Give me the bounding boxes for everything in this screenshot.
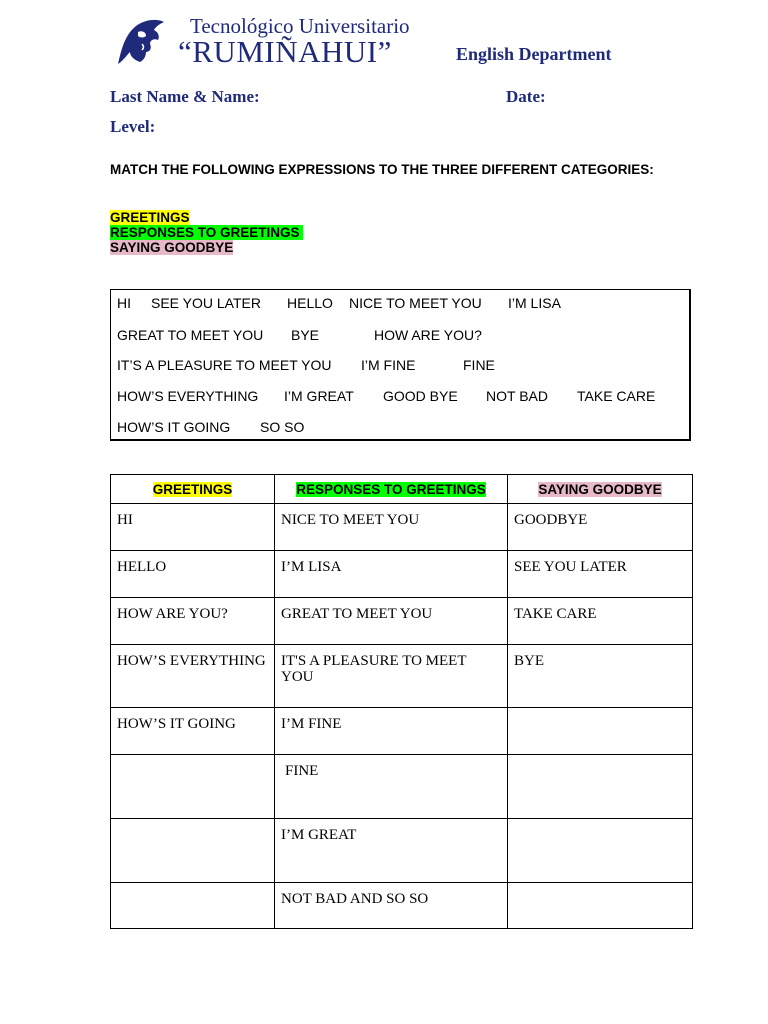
table-cell	[508, 755, 693, 819]
table-cell: IT'S A PLEASURE TO MEET YOU	[275, 645, 508, 708]
word-bank-item: I’M GREAT	[284, 388, 354, 404]
date-label: Date:	[506, 87, 546, 106]
word-bank-item: HOW ARE YOU?	[374, 327, 482, 343]
table-cell: HI	[111, 504, 275, 551]
table-cell: NOT BAD AND SO SO	[275, 883, 508, 929]
table-cell: SEE YOU LATER	[508, 551, 693, 598]
table-cell: GOODBYE	[508, 504, 693, 551]
word-bank-item: GREAT TO MEET YOU	[117, 327, 264, 343]
table-row	[111, 755, 693, 819]
table-cell: HOW’S EVERYTHING	[111, 645, 275, 708]
word-bank-item: GOOD BYE	[383, 388, 458, 404]
header-goodbye	[508, 475, 693, 504]
name-label: Last Name & Name:	[110, 87, 260, 106]
table-cell	[111, 883, 275, 929]
table-header-row	[111, 475, 693, 504]
category-responses-label: RESPONSES TO GREETINGS	[110, 225, 300, 240]
header-responses-label: RESPONSES TO GREETINGS	[296, 481, 486, 497]
table-cell: NICE TO MEET YOU	[275, 504, 508, 551]
table-cell	[508, 708, 693, 755]
header-responses	[275, 475, 508, 504]
word-bank-item: HI	[117, 295, 131, 311]
word-bank-item: HOW’S EVERYTHING	[117, 388, 259, 404]
word-bank-item: NOT BAD	[486, 388, 548, 404]
category-greetings	[110, 210, 190, 225]
word-bank-item: FINE	[463, 357, 495, 373]
table-row	[111, 504, 693, 551]
word-bank-item: I’M LISA	[508, 295, 561, 311]
word-bank-item: I’M FINE	[361, 357, 416, 373]
level-label: Level:	[110, 117, 156, 136]
table-row	[111, 883, 693, 929]
word-bank-item: HELLO	[287, 295, 333, 311]
header-greetings-label: GREETINGS	[152, 481, 233, 497]
table-cell: I’M GREAT	[275, 819, 508, 883]
table-row	[111, 819, 693, 883]
instructions: MATCH THE FOLLOWING EXPRESSIONS TO THE THREE DIFFERENT CATEGORIES:	[110, 162, 654, 177]
table-cell: I’M FINE	[275, 708, 508, 755]
table-row	[111, 598, 693, 645]
word-bank-item: TAKE CARE	[577, 388, 656, 404]
table-row	[111, 551, 693, 598]
word-bank-item: HOW’S IT GOING	[117, 419, 231, 435]
categories-table	[110, 474, 693, 929]
category-goodbye-label: SAYING GOODBYE	[110, 240, 234, 255]
table-cell	[111, 819, 275, 883]
table-row	[111, 708, 693, 755]
table-cell: BYE	[508, 645, 693, 708]
header-goodbye-label: SAYING GOODBYE	[538, 481, 662, 497]
table-cell	[111, 755, 275, 819]
table-cell: HELLO	[111, 551, 275, 598]
word-bank	[110, 289, 691, 441]
word-bank-item: SEE YOU LATER	[151, 295, 261, 311]
table-cell: HOW ARE YOU?	[111, 598, 275, 645]
category-greetings-label: GREETINGS	[110, 210, 190, 225]
header-greetings	[111, 475, 275, 504]
table-cell: TAKE CARE	[508, 598, 693, 645]
category-responses	[110, 225, 303, 240]
word-bank-item: NICE TO MEET YOU	[349, 295, 482, 311]
category-goodbye	[110, 240, 233, 255]
table-cell: FINE	[275, 755, 508, 819]
table-cell	[508, 819, 693, 883]
institution-logo-icon	[116, 16, 166, 68]
institution-name-line2: “RUMIÑAHUI”	[178, 34, 392, 69]
word-bank-item: BYE	[291, 327, 320, 343]
table-cell: I’M LISA	[275, 551, 508, 598]
table-row	[111, 645, 693, 708]
department-name: English Department	[456, 44, 612, 64]
table-cell: GREAT TO MEET YOU	[275, 598, 508, 645]
institution-name-line1: Tecnológico Universitario	[190, 14, 410, 38]
table-cell	[508, 883, 693, 929]
table-cell: HOW’S IT GOING	[111, 708, 275, 755]
word-bank-item: IT’S A PLEASURE TO MEET YOU	[117, 357, 332, 373]
word-bank-item: SO SO	[260, 419, 305, 435]
